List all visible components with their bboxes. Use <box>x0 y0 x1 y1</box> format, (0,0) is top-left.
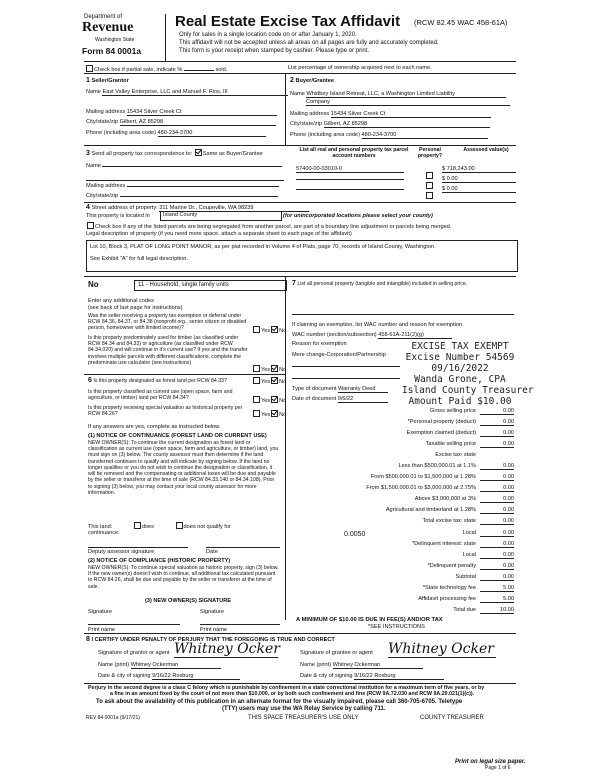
assessed-value-3[interactable]: $ 0.00 <box>442 186 516 193</box>
q1-yes-no: Yes No <box>252 326 286 334</box>
additional-codes-label: Enter any additional codes <box>88 298 154 304</box>
notice2-body: NEW OWNER(S): To continue special valuation as historic property, sign (3) below. If the new owner(s) doesn't wish to continue, all additional tax calculated pursuant to RCW 84.26, shall be due and payable by the seller or transferor at the time of sale. <box>88 565 279 590</box>
buyer-mailing-row: Mailing address 15434 Silver Creek Ct <box>290 111 491 118</box>
delinq-state-value[interactable]: 0.00 <box>480 541 514 548</box>
new-owner-print-1: Print name <box>88 627 116 633</box>
assessed-col-header: Assessed value(s) <box>463 147 509 153</box>
doc-date-row: Date of document 9/6/22 <box>292 396 388 403</box>
reason-label: Reason for exemption <box>292 341 347 347</box>
doc-type-field[interactable]: Warranty Deed <box>338 386 388 393</box>
seller-mailing-field[interactable]: 15434 Silver Creek Ct <box>127 109 277 116</box>
seller-phone-row: Phone (including area code) 480-234-3700 <box>86 130 266 137</box>
notice1-body: NEW OWNER(S): To continue the current designation as forest land or classification as current use (open space, farm and agriculture, or timber) land, you must sign on (3) below. The county assessor must then determine if the land transferred continues to qualify and will indicate by signing below. If the land no longer qualifies or you do not wish to continue the designation or classification, it will be removed and the compensating or additional taxes will be due and payable by the seller or transferor at the time of sale (RCW 84.33.140 or 84.34.108). Prior to signing (3) below, you may contact your local county assessor for more information. <box>88 440 279 496</box>
buyer-city-field[interactable]: Gilbert, AZ 85298 <box>324 121 490 128</box>
section3-city-row: City/state/zip <box>86 193 278 199</box>
s6q2-yes-no: Yes No <box>252 396 286 404</box>
calc-label-8: Above $3,000,000 at 3% <box>414 496 476 502</box>
doc-date-field[interactable]: 9/6/22 <box>338 396 388 403</box>
total-due-value[interactable]: 10.00 <box>480 607 514 614</box>
grantee-date-field[interactable]: 9/16/22 Roxburg <box>354 673 444 680</box>
calc-label-3: Taxable selling price <box>425 441 476 447</box>
partial-sale-row: Check box if partial sale, indicate % sold. <box>85 65 227 73</box>
buyer-mailing-field[interactable]: 15434 Silver Creek Ct <box>331 111 491 118</box>
form-citation: (RCW 82.45 WAC 458-61A) <box>414 18 508 27</box>
s6q3-no-checkbox[interactable] <box>271 410 278 417</box>
unincorporated-note: (for unincorporated locations please select your county) <box>283 213 433 219</box>
deputy-signature-label: Deputy assessor signature <box>88 549 155 555</box>
buyer-phone-field[interactable]: 480-234-3700 <box>362 132 488 139</box>
seller-name-row: Name East Valley Enterprise, LLC and Manuel F. Rios, III <box>86 89 288 96</box>
grantee-date-row: Date & city of signing 9/16/22 Roxburg <box>300 673 444 680</box>
county-select[interactable]: Island County <box>160 211 282 221</box>
grantor-print-row: Name (print) Whitney Ockerman <box>98 662 221 669</box>
calc-value-6[interactable]: 0.00 <box>480 474 514 481</box>
section3-name-field[interactable] <box>102 166 282 167</box>
seller-mailing-row: Mailing address 15434 Silver Creek Ct <box>86 109 277 116</box>
page-number: Page 1 of 6 <box>485 765 511 771</box>
buyer-phone-row: Phone (including area code) 480-234-3700 <box>290 132 488 139</box>
s6q2-no-checkbox[interactable] <box>271 396 278 403</box>
this-land-row: This land: does does not qualify for <box>88 524 231 530</box>
grantor-signature[interactable]: Whitney Ocker <box>174 641 280 657</box>
section4-street-row: 4 Street address of property: 311 Marine Dr., Coupeville, WA 98239 <box>86 204 309 212</box>
section3-name-row: Name <box>86 163 282 169</box>
section6-q1: 6 Is this property designated as forest land per RCW 84.33? <box>88 377 227 384</box>
revenue-logo: Revenue <box>82 20 134 35</box>
subtotal-label: Subtotal <box>455 574 476 580</box>
calc-value-2[interactable]: 0.00 <box>480 430 514 437</box>
new-owner-print-2: Print name <box>200 627 228 633</box>
does-not-checkbox[interactable] <box>176 522 183 529</box>
form-number: Form 84 0001a <box>82 46 142 56</box>
local-value[interactable]: 0.00 <box>480 530 514 537</box>
personal-checkbox-3[interactable] <box>426 192 433 199</box>
delinq-local-value[interactable]: 0.00 <box>480 552 514 559</box>
buyer-name-field[interactable]: Whidbey Island Retreat, LLC, a Washington Limited Liability <box>306 91 506 98</box>
form-title: Real Estate Excise Tax Affidavit <box>175 13 401 30</box>
does-checkbox[interactable] <box>134 522 141 529</box>
section5-q1: Was the seller receiving a property tax exemption or deferral under RCW 84.36, 84.37, or 84.38 (nonprofit org., senior citizen or disabled person, homeowner with limited income)? <box>88 313 247 332</box>
section6-q2: Is this property classified as current use (open space, farm and agriculture, or timber) land per RCW 84.34? <box>88 389 233 402</box>
exemption-intro: If claiming an exemption, list WAC number and reason for exemption. <box>292 322 464 328</box>
revision-number: REV 84 0001a (9/17/21) <box>86 715 140 721</box>
notice2-title: (2) NOTICE OF COMPLIANCE (HISTORIC PROPERTY) <box>88 558 231 564</box>
accessibility-line-2: (TTY) users may use the WA Relay Service by calling 711. <box>222 706 386 712</box>
continuance-label: continuance. <box>88 530 120 536</box>
section3-label: 3 Send all property tax correspondence to: Same as Buyer/Grantee <box>86 150 263 157</box>
section6-q3: Is this property receiving special valuation as historical property per RCW 84.26? <box>88 405 243 418</box>
legal-paper-note: Print on legal size paper. <box>455 759 526 765</box>
calc-value-9[interactable]: 0.00 <box>480 507 514 514</box>
treasurer-use-only: THIS SPACE TREASURER'S USE ONLY <box>248 715 359 721</box>
new-owner-signature-1: Signature <box>88 609 112 615</box>
delinq-penalty-label: *Delinquent penalty <box>427 563 476 569</box>
doc-type-row: Type of document Warranty Deed <box>292 386 388 393</box>
assessed-value-2[interactable]: $ 0.00 <box>442 176 516 183</box>
tech-fee-value[interactable]: 5.00 <box>480 585 514 592</box>
see-list-note: (see back of last page for instructions) <box>88 305 183 311</box>
seller-city-field[interactable]: Gilbert, AZ 85298 <box>120 119 276 126</box>
calc-label-2: Exemption claimed (deduct) <box>406 430 476 436</box>
washington-state-label: Washington State <box>95 37 135 43</box>
tech-fee-label: *State technology fee <box>422 585 476 591</box>
q2-no-checkbox[interactable] <box>271 365 278 372</box>
grantor-sig-label: Signature of grantor or agent <box>98 650 170 656</box>
calc-label-5: Less than $500,000.01 at 1.1% <box>398 463 476 469</box>
certify-statement: 8 I CERTIFY UNDER PENALTY OF PERJURY THAT THE FOREGOING IS TRUE AND CORRECT <box>86 636 335 643</box>
calc-value-3[interactable]: 0.00 <box>480 441 514 448</box>
grantor-name-field[interactable]: Whitney Ockerman <box>131 662 221 669</box>
see-instructions: *SEE INSTRUCTIONS <box>368 624 425 630</box>
parcel-row-3[interactable] <box>296 189 404 190</box>
s6q3-yes-no: Yes No <box>252 410 286 418</box>
delinq-local-label: Local <box>462 552 476 558</box>
segregated-checkbox[interactable] <box>87 222 94 229</box>
calc-label-7: From $1,500,000.01 to $3,000,000 at 2.75% <box>366 485 476 491</box>
buyer-name-row: Name Whidbey Island Retreat, LLC, a Washington Limited Liability <box>290 91 506 98</box>
s6q1-yes-checkbox[interactable] <box>253 377 260 384</box>
perjury-line-2: a fine in an amount fixed by the court of not more than $10,000, or by both such confinement and fine (RCW 9A.72.030 and RCW 9A.20.021(1)(c)). <box>110 691 475 697</box>
minimum-notice: A MINIMUM OF $10.00 IS DUE IN FEE(S) AND/OR TAX <box>296 617 443 623</box>
calc-label-10: Total excise tax: state <box>422 518 476 524</box>
s6q3-yes-checkbox[interactable] <box>253 410 260 417</box>
perjury-line-1: Perjury in the second degree is a class C felony which is punishable by confinement in a state correctional institution for a maximum term of five years, or by <box>88 685 485 691</box>
wac-field[interactable]: 458-61A-211(2)(g) <box>378 332 452 339</box>
local-label: Local <box>462 530 476 536</box>
seller-city-row: City/state/zip Gilbert, AZ 85298 <box>86 119 276 126</box>
s6q1-no-checkbox[interactable] <box>271 377 278 384</box>
header-line-3: This form is your receipt when stamped by cashier. Please type or print. <box>179 48 370 54</box>
section5-q2: Is this property predominately used for timber (as classified under RCW 84.34 and 84.33) or agriculture (as classified under RCW 84.34.020) and will continue in it's current use? If yes and the transfer involves multiple parcels with different classifications, complete the predominate use calculator (see instructions) <box>88 335 248 366</box>
calc-value-10[interactable]: 0.00 <box>480 518 514 525</box>
grantor-date-field[interactable]: 9/16/22 Roxburg <box>152 673 240 680</box>
q1-no-checkbox[interactable] <box>271 326 278 333</box>
buyer-heading: 2 Buyer/Grantee <box>290 77 335 84</box>
grantee-sig-label: Signature of grantee or agent <box>300 650 373 656</box>
use-code-select[interactable]: 11 - Household, single family units <box>134 280 287 291</box>
section3-city-field[interactable] <box>120 196 278 197</box>
located-in-row: This property is located in <box>86 213 150 219</box>
calc-value-8[interactable]: 0.00 <box>480 496 514 503</box>
segregated-row: Check box if any of the listed parcels are being segregated from another parcel, are part of a boundary line adjustment or parcels being merged. <box>86 222 451 230</box>
wac-row: WAC number (section/subsection) 458-61A-211(2)(g) <box>292 332 452 339</box>
q2-yes-no: Yes No <box>252 365 286 373</box>
deputy-date-label: Date <box>206 549 218 555</box>
calc-label-1: *Personal property (deduct) <box>407 419 476 425</box>
calc-label-6: From $500,000.01 to $1,500,000 at 1.28% <box>370 474 476 480</box>
seller-phone-field[interactable]: 480-234-3700 <box>158 130 266 137</box>
section3-mailing-row: Mailing address <box>86 183 279 189</box>
department-label: Department of <box>84 14 123 20</box>
accessibility-line-1: To ask about the availability of this publication in an alternate format for the visually impaired, please call 360-705-6705. Teletype <box>96 699 463 705</box>
notice3-title: (3) NEW OWNER(S) SIGNATURE <box>145 598 231 604</box>
calc-label-0: Gross selling price <box>429 408 476 414</box>
calc-value-1[interactable]: 0.00 <box>480 419 514 426</box>
legal-desc-line-2: See Exhibit "A" for full legal description. <box>90 256 188 262</box>
seller-heading: 1 Seller/Grantor <box>86 77 129 84</box>
delinq-penalty-value[interactable]: 0.00 <box>480 563 514 570</box>
legal-desc-line-1: Lot 10, Block 3, PLAT OF LONG POINT MANOR, as per plat recorded in Volume 4 of Plats, page 70, records of Island County, Washington. <box>90 244 436 250</box>
calc-value-5[interactable]: 0.00 <box>480 463 514 470</box>
delinq-state-label: *Delinquent interest: state <box>411 541 476 547</box>
calc-value-0[interactable]: 0.00 <box>480 408 514 415</box>
section5-number: No <box>88 280 99 289</box>
section7-label: 7 List all personal property (tangible and intangible) included in selling price. <box>292 280 468 287</box>
new-owner-signature-2: Signature <box>200 609 224 615</box>
buyer-name-line2: Company <box>306 99 510 106</box>
parcel-col-header: List all real and personal property tax parcel account numbers <box>299 147 409 160</box>
buyer-city-row: City/state/zip Gilbert, AZ 85298 <box>290 121 490 128</box>
grantor-date-row: Date & city of signing 9/16/22 Roxburg <box>98 673 240 680</box>
calc-label-4: Excise tax: state <box>435 452 476 458</box>
legal-desc-label: Legal description of property (if you need more space, attach a separate sheet to each page of the affidavit) <box>86 231 352 237</box>
q1-yes-checkbox[interactable] <box>253 326 260 333</box>
street-address-field[interactable]: 311 Marine Dr., Coupeville, WA 98239 <box>159 205 309 212</box>
q2-yes-checkbox[interactable] <box>253 365 260 372</box>
notice1-title: (1) NOTICE OF CONTINUANCE (FOREST LAND OR CURRENT USE) <box>88 433 267 439</box>
parcel-row-1: 57400-00-03010-0 <box>296 166 404 173</box>
header-line-1: Only for sales in a single location code on or after January 1, 2020. <box>179 32 357 38</box>
calc-label-9: Agricultural and timberland at 1.28% <box>385 507 476 513</box>
parcel-row-2[interactable] <box>296 179 404 180</box>
ownership-note: List percentage of ownership acquired next to each name. <box>288 65 432 71</box>
section6-instr: If any answers are yes, complete as instructed below. <box>88 424 221 430</box>
proc-fee-label: Affidavit processing fee <box>418 596 476 602</box>
grantee-print-row: Name (print) Whitney Ockerman <box>300 662 423 669</box>
calc-value-7[interactable]: 0.00 <box>480 485 514 492</box>
same-as-buyer-checkbox[interactable] <box>195 149 202 156</box>
total-due-label: Total due <box>453 607 476 613</box>
personal-col-header: Personal property? <box>417 147 443 160</box>
local-rate: 0.0050 <box>344 531 366 538</box>
county-treasurer-label: COUNTY TREASURER <box>420 715 484 721</box>
header-line-2: This affidavit will not be accepted unless all areas on all pages are fully and accurately completed. <box>179 40 439 46</box>
assessed-value-1: $ 718,243.00 <box>442 166 516 173</box>
grantee-signature[interactable]: Whitney Ocker <box>388 641 494 657</box>
proc-fee-value[interactable]: 5.00 <box>480 596 514 603</box>
subtotal-value[interactable]: 0.00 <box>480 574 514 581</box>
reason-field[interactable]: Mere change-Corporation/Partnership <box>292 352 386 358</box>
section3-mailing-field[interactable] <box>127 186 279 187</box>
s6q1-yes-no: Yes No <box>252 377 286 385</box>
s6q2-yes-checkbox[interactable] <box>253 396 260 403</box>
grantee-name-field[interactable]: Whitney Ockerman <box>333 662 423 669</box>
partial-sale-checkbox[interactable] <box>86 65 93 72</box>
treasurer-stamp: EXCISE TAX EXEMPT Excise Number 54569 09/16/2022 Wanda Grone, CPA Island County Treasurer Amount Paid $10.00 <box>402 341 534 407</box>
seller-name-field[interactable]: East Valley Enterprise, LLC and Manuel F. Rios, III <box>102 89 288 96</box>
